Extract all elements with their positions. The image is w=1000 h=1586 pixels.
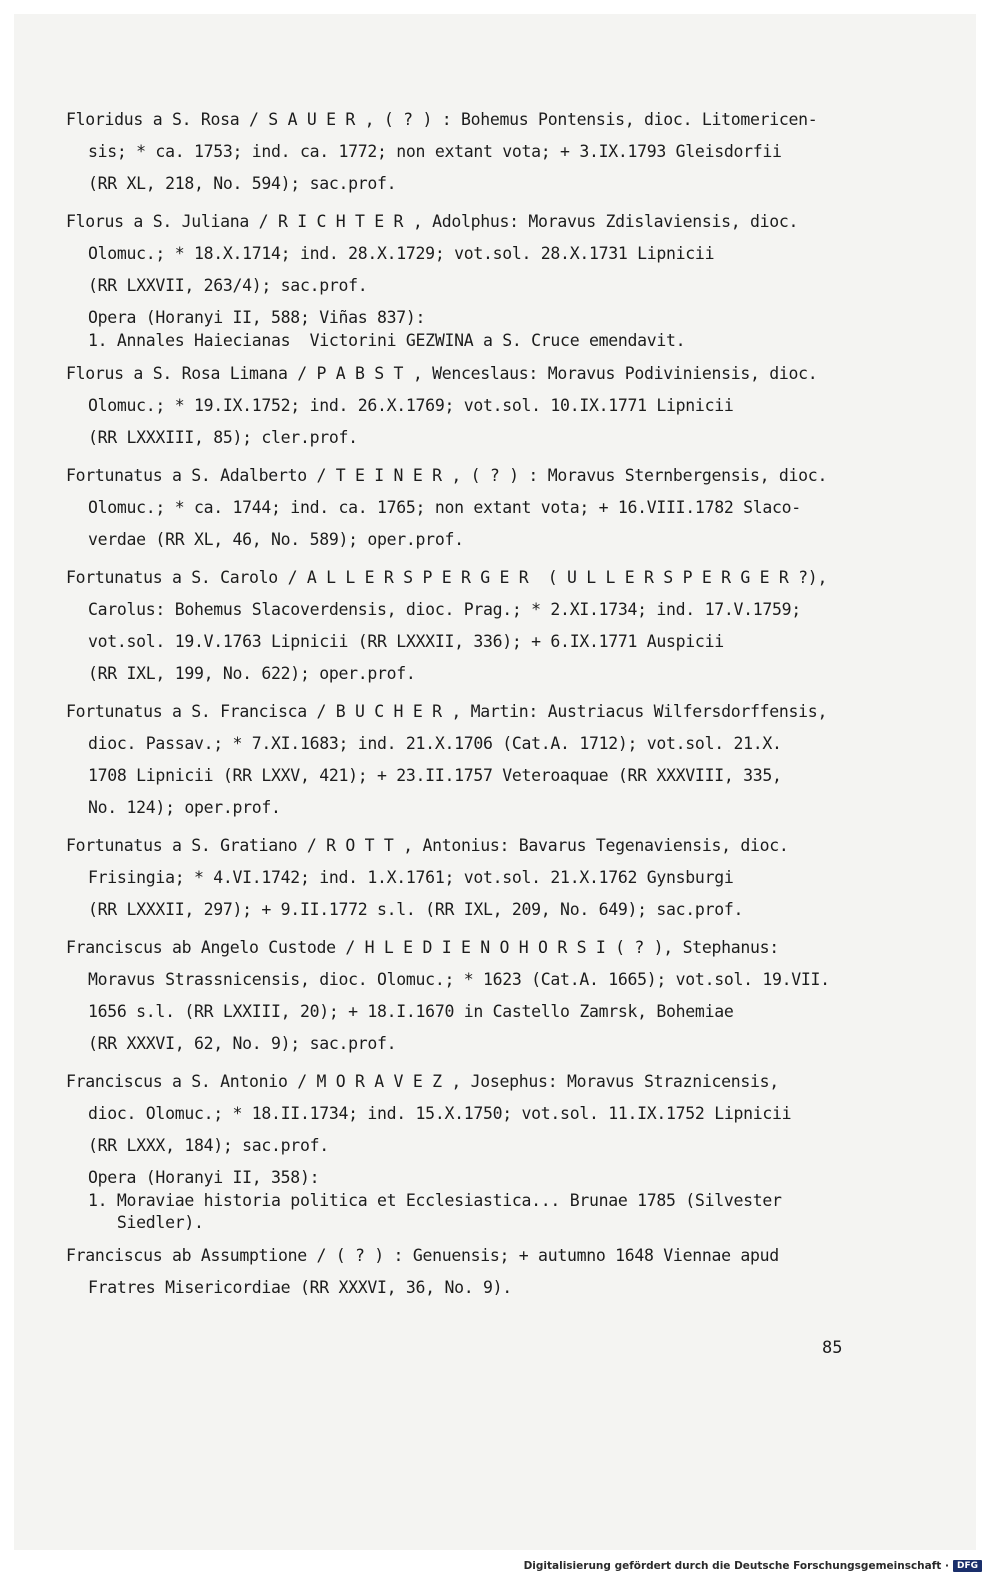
entry-text-line: Olomuc.; * 19.IX.1752; ind. 26.X.1769; vot.sol. 10.IX.1771 Lipnicii (88, 396, 734, 415)
entry-heading-line: Florus a S. Rosa Limana / P A B S T , Wenceslaus: Moravus Podiviniensis, dioc. (66, 364, 818, 383)
entry-text-line: (RR LXXXII, 297); + 9.II.1772 s.l. (RR IXL, 209, No. 649); sac.prof. (88, 900, 744, 919)
entry-heading-line: Florus a S. Juliana / R I C H T E R , Adolphus: Moravus Zdislaviensis, dioc. (66, 212, 799, 231)
register-entry (66, 1066, 886, 1234)
register-entry (66, 1240, 886, 1304)
entry-text-line: (RR XL, 218, No. 594); sac.prof. (88, 174, 397, 193)
entry-text-line: verdae (RR XL, 46, No. 589); oper.prof. (88, 530, 464, 549)
register-entry (66, 104, 886, 200)
page-number: 85 (822, 1338, 843, 1358)
register-entry (66, 830, 886, 926)
entry-text-line: 1708 Lipnicii (RR LXXV, 421); + 23.II.1757 Veteroaquae (RR XXXVIII, 335, (88, 766, 782, 785)
entry-heading-line: Franciscus ab Angelo Custode / H L E D I E N O H O R S I ( ? ), Stephanus: (66, 938, 779, 957)
entry-text-line: No. 124); oper.prof. (88, 798, 281, 817)
entry-text-line: (RR XXXVI, 62, No. 9); sac.prof. (88, 1034, 397, 1053)
entry-text-line: Olomuc.; * ca. 1744; ind. ca. 1765; non extant vota; + 16.VIII.1782 Slaco- (88, 498, 801, 517)
digitization-footer (524, 1560, 982, 1572)
register-entry (66, 358, 886, 454)
register-entry (66, 460, 886, 556)
entry-heading-line: Fortunatus a S. Adalberto / T E I N E R , ( ? ) : Moravus Sternbergensis, dioc. (66, 466, 828, 485)
entry-text-line: (RR IXL, 199, No. 622); oper.prof. (88, 664, 416, 683)
register-entry (66, 696, 886, 824)
entry-heading-line: Franciscus ab Assumptione / ( ? ) : Genuensis; + autumno 1648 Viennae apud (66, 1246, 779, 1265)
entry-text-line: (RR LXXVII, 263/4); sac.prof. (88, 276, 368, 295)
entry-text-line: Carolus: Bohemus Slacoverdensis, dioc. Prag.; * 2.XI.1734; ind. 17.V.1759; (88, 600, 801, 619)
entry-text-line: sis; * ca. 1753; ind. ca. 1772; non extant vota; + 3.IX.1793 Gleisdorfii (88, 142, 782, 161)
entry-text-line: Fratres Misericordiae (RR XXXVI, 36, No. 9). (88, 1278, 512, 1297)
entry-heading-line: Floridus a S. Rosa / S A U E R , ( ? ) : Bohemus Pontensis, dioc. Litomericen- (66, 110, 818, 129)
register-entry (66, 206, 886, 352)
entry-text-line: Frisingia; * 4.VI.1742; ind. 1.X.1761; vot.sol. 21.X.1762 Gynsburgi (88, 868, 734, 887)
entry-text-line: Olomuc.; * 18.X.1714; ind. 28.X.1729; vot.sol. 28.X.1731 Lipnicii (88, 244, 715, 263)
entry-text-line: Opera (Horanyi II, 588; Viñas 837): (88, 308, 426, 327)
entry-text-line: 1. Annales Haiecianas Victorini GEZWINA a S. Cruce emendavit. (88, 331, 686, 350)
entry-text-line: dioc. Olomuc.; * 18.II.1734; ind. 15.X.1750; vot.sol. 11.IX.1752 Lipnicii (88, 1104, 792, 1123)
entry-text-line: Siedler). (88, 1213, 204, 1232)
dfg-logo: DFG (953, 1560, 982, 1572)
entry-text-line: (RR LXXX, 184); sac.prof. (88, 1136, 329, 1155)
entry-text-line: (RR LXXXIII, 85); cler.prof. (88, 428, 358, 447)
entry-text-line: 1. Moraviae historia politica et Ecclesiastica... Brunae 1785 (Silvester (88, 1191, 782, 1210)
footer-text: Digitalisierung gefördert durch die Deutsche Forschungsgemeinschaft · (523, 1560, 949, 1572)
entry-heading-line: Fortunatus a S. Francisca / B U C H E R , Martin: Austriacus Wilfersdorffensis, (66, 702, 828, 721)
entry-text-line: dioc. Passav.; * 7.XI.1683; ind. 21.X.1706 (Cat.A. 1712); vot.sol. 21.X. (88, 734, 782, 753)
entry-heading-line: Franciscus a S. Antonio / M O R A V E Z , Josephus: Moravus Straznicensis, (66, 1072, 779, 1091)
register-entry (66, 562, 886, 690)
entry-heading-line: Fortunatus a S. Carolo / A L L E R S P E R G E R ( U L L E R S P E R G E R ?), (66, 568, 828, 587)
entry-heading-line: Fortunatus a S. Gratiano / R O T T , Antonius: Bavarus Tegenaviensis, dioc. (66, 836, 789, 855)
register-entries (66, 104, 886, 1310)
entry-text-line: vot.sol. 19.V.1763 Lipnicii (RR LXXXII, 336); + 6.IX.1771 Auspicii (88, 632, 724, 651)
register-entry (66, 932, 886, 1060)
entry-text-line: Moravus Strassnicensis, dioc. Olomuc.; * 1623 (Cat.A. 1665); vot.sol. 19.VII. (88, 970, 830, 989)
entry-text-line: 1656 s.l. (RR LXXIII, 20); + 18.I.1670 in Castello Zamrsk, Bohemiae (88, 1002, 734, 1021)
entry-text-line: Opera (Horanyi II, 358): (88, 1168, 320, 1187)
